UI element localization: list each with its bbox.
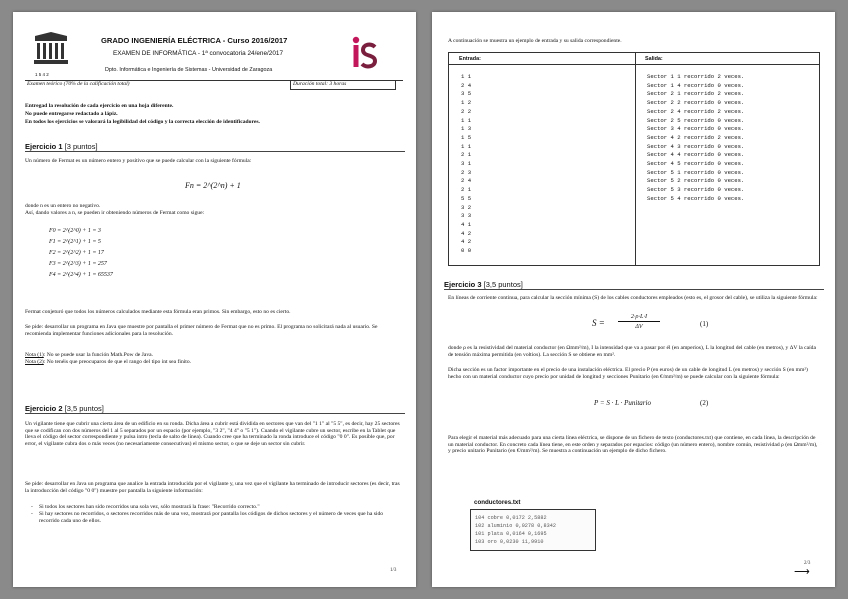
equation-1-number: (1): [700, 320, 709, 328]
output-line: Sector 4 3 recorrido 0 veces.: [647, 142, 745, 150]
input-line: 3 3: [461, 212, 472, 220]
page-number: 2/3: [804, 561, 811, 566]
input-line: 1 3: [461, 125, 472, 133]
output-line: Sector 3 4 recorrido 0 veces.: [647, 125, 745, 133]
input-line: 4 1: [461, 220, 472, 228]
exercise-1-heading: [25, 142, 405, 152]
output-line: Sector 2 5 recorrido 0 veces.: [647, 116, 745, 124]
input-line: 2 2: [461, 107, 472, 115]
exercise-2-task: Se pide: desarrollar en Java un programa que analice la entrada introducida por el vigilante y, una vez que el vigilante ha terminado de introducir sectores (es decir, tras la introducción del código "0 0") muestre por pantalla la siguiente información:: [25, 481, 400, 494]
file-line: 103 oro 0,0230 11,9910: [475, 539, 544, 545]
bullet-marker: -: [31, 511, 33, 517]
input-line: 1 1: [461, 73, 472, 80]
input-line: 1 5: [461, 133, 472, 141]
file-line: 101 plata 0,0164 0,1695: [475, 531, 547, 537]
output-line: Sector 4 5 recorrido 0 veces.: [647, 160, 745, 168]
output-line: Sector 5 2 recorrido 0 veces.: [647, 177, 745, 185]
input-line: 2 1: [461, 186, 472, 194]
fraction-denominator: ΔV: [635, 323, 643, 330]
input-line: 3 1: [461, 160, 472, 168]
section-formula: [592, 318, 605, 328]
exercise-1-title: Ejercicio 1: [25, 142, 63, 151]
equation-2-number: (2): [700, 399, 709, 407]
instruction-3: En todos los ejercicios se valorará la legibilidad del código y la correcta elección de identificadores.: [25, 119, 260, 125]
exercise-3-price-text: Dicha sección es un factor importante en el precio de una instalación eléctrica. El precio P (en euros) de un cable de longitud L (en metros) y sección S (en mm²) hecho con un material conductor cuyo precio por unidad de longitud y secciones Punitario (en €/mm²/m) se puede calcular con la siguiente fórmula:: [448, 367, 808, 380]
input-line: 0 0: [461, 247, 472, 255]
exercise-1-where: donde n es un entero no negativo.: [25, 203, 101, 209]
input-line: 2 4: [461, 81, 472, 89]
exercise-1-points: [3 puntos]: [64, 142, 98, 151]
exercise-1-note-1: [25, 352, 403, 359]
university-logo: [31, 32, 71, 72]
exercise-3-file-text: Para elegir el material más adecuado para una cierta línea eléctrica, se dispone de un fichero de texto (conductores.txt) que contiene, en cada línea, la descripción de un material conductor. En concreto cada línea tiene, en este orden y separados por espacios: código (un número entero), nombre común, resistividad ρ (en Ωmm²/m), y precio unitario Punitario (en €/mm²/m). Se muestra a continuación un ejemplo de dicho fichero.: [448, 435, 818, 455]
note-1-text: : No se puede usar la función Math.Pow de Java.: [43, 352, 154, 358]
exercise-3-points: [3,5 puntos]: [483, 280, 523, 289]
exercise-2-description: Un vigilante tiene que cubrir una cierta área de un edificio en su ronda. Dicha área a cubrir está dividida en sectores que van del "1 1" al "5 5", es decir, hay 25 sectores que se codifican con dos números del 1 al 5 separados por un espacio (por ejemplo, "3 2", "4 4" o "5 1"). Cuando el vigilante cubre un sector, escribe en la Tablet que lleva el código del sector correspondiente y pulsa intro (tecla de salto de línea). Cuando cree que ha terminado la ronda introduce el código "0 0". Es posible que, por error, el vigilante cubra dos o más veces (no necesariamente consecutivas) el mismo sector, o que se deje un sector sin cubrir.: [25, 421, 400, 447]
bullet-2-text: Si hay sectores no recorridos, o sectores recorridos más de una vez, mostrará por pantalla los códigos de dichos sectores y el número de veces que ha sido recorrido cada uno de ellos.: [39, 511, 384, 524]
exercise-1-task: Se pide: desarrollar un programa en Java que muestre por pantalla el primer número de Fermat que no es primo. El programa no solicitará nada al usuario. Se recomienda implementar funciones adicionales para la resolución.: [25, 324, 378, 337]
logo-year: 1 5 4 2: [35, 72, 49, 77]
fermat-list-item: F2 = 2^(2^2) + 1 = 17: [49, 250, 104, 256]
file-title: conductores.txt: [474, 499, 521, 506]
output-line: Sector 5 1 recorrido 0 veces.: [647, 168, 745, 176]
instruction-2: No puede entregarse redactado a lápiz.: [25, 111, 118, 117]
output-column-header: Salida:: [645, 56, 663, 62]
exam-duration: Duración total: 3 horas: [293, 81, 347, 87]
fraction-numerator: 2·ρ·L·I: [618, 313, 660, 322]
exercise-3-definitions: donde ρ es la resistividad del material conductor (en Ωmm²/m), I la intensidad que va a pasar por él (en amperios), L la longitud del cable (en metros), y ΔV la caída de tensión máxima permitida (en voltios). La sección S se obtiene en mm².: [448, 345, 816, 358]
file-example-box: [470, 509, 596, 551]
file-lines: [475, 514, 556, 546]
exercise-3-title: Ejercicio 3: [444, 280, 482, 289]
section-formula-fraction: [618, 313, 660, 330]
input-line: 2 1: [461, 151, 472, 159]
price-formula: P = S · L · Punitario: [594, 399, 651, 407]
bullet-1-text: Si todos los sectores han sido recorridos una sola vez, sólo mostrará la frase: "Recorrido correcto.": [39, 504, 260, 510]
exercise-2-heading: [25, 404, 405, 414]
file-line: 102 aluminio 0,0278 0,8342: [475, 523, 556, 529]
header-subtitle: EXAMEN DE INFORMÁTICA - 1ª convocatoria 24/ene/2017: [113, 50, 284, 57]
department-logo: [349, 35, 379, 73]
fermat-list-item: F4 = 2^(2^4) + 1 = 65537: [49, 272, 113, 278]
header-department: Dpto. Informática e Ingeniería de Sistemas - Universidad de Zaragoza: [105, 67, 273, 73]
exercise-1-intro: Un número de Fermat es un número entero y positivo que se puede calcular con la siguiente fórmula:: [25, 158, 252, 164]
fermat-list: [49, 226, 113, 281]
note-1-label: Nota (1): [25, 352, 44, 358]
exercise-1-conjecture: Fermat conjeturó que todos los números calculados mediante esta fórmula eran primos. Sin embargo, esto no es cierto.: [25, 309, 291, 315]
fermat-list-item: F0 = 2^(2^0) + 1 = 3: [49, 228, 101, 234]
output-line: Sector 1 4 recorrido 0 veces.: [647, 81, 745, 89]
output-line: Sector 2 4 recorrido 2 veces.: [647, 107, 745, 115]
exam-page-1: [13, 12, 416, 587]
output-line: Sector 5 4 recorrido 0 veces.: [647, 194, 745, 202]
example-table: [448, 52, 820, 266]
input-line: 1 1: [461, 142, 472, 150]
example-intro: A continuación se muestra un ejemplo de entrada y su salida correspondiente.: [448, 38, 622, 44]
output-line: Sector 4 2 recorrido 2 veces.: [647, 133, 745, 141]
input-line: 3 5: [461, 90, 472, 98]
output-line: Sector 2 2 recorrido 0 veces.: [647, 99, 745, 107]
fermat-list-item: F3 = 2^(2^3) + 1 = 257: [49, 261, 107, 267]
exercise-2-points: [3,5 puntos]: [64, 404, 104, 413]
note-2-text: : No tenéis que preocuparos de que el rango del tipo int sea finito.: [43, 359, 192, 365]
input-line: 1 2: [461, 99, 472, 107]
next-page-arrow-icon: ⟶: [794, 566, 810, 578]
exercise-2-bullet-1: [31, 504, 403, 511]
fermat-list-item: F1 = 2^(2^1) + 1 = 5: [49, 239, 101, 245]
input-line: 1 1: [461, 116, 472, 124]
exercise-3-heading: [444, 280, 824, 290]
input-line: 4 2: [461, 229, 472, 237]
input-line: 4 2: [461, 238, 472, 246]
exercise-3-intro: En líneas de corriente continua, para calcular la sección mínima (S) de los cables conductores empleados (esto es, el grosor del cable), se utiliza la siguiente fórmula:: [448, 295, 818, 301]
input-line: 5 5: [461, 194, 472, 202]
input-line: 2 3: [461, 168, 472, 176]
output-line: Sector 2 1 recorrido 2 veces.: [647, 90, 745, 98]
exercise-1-note-2: [25, 359, 403, 366]
exercise-2-bullet-2: [31, 511, 403, 524]
instruction-1: Entregad la resolución de cada ejercicio en una hoja diferente.: [25, 103, 174, 109]
fermat-formula: [185, 181, 241, 190]
output-line: Sector 5 3 recorrido 0 veces.: [647, 186, 745, 194]
bullet-marker: -: [31, 504, 33, 510]
input-list: [461, 73, 471, 256]
input-line: 2 4: [461, 177, 472, 185]
header-title: GRADO INGENIERÍA ELÉCTRICA - Curso 2016/2017: [101, 36, 288, 45]
page-number: 1/3: [390, 568, 397, 573]
output-line: Sector 4 4 recorrido 0 veces.: [647, 151, 745, 159]
exercise-1-so: Así, dando valores a n, se pueden ir obteniendo números de Fermat como sigue:: [25, 210, 205, 216]
exam-theory-weight: Examen teórico (70% de la calificación total): [27, 81, 130, 87]
note-2-label: Nota (2): [25, 359, 44, 365]
output-list: [647, 73, 744, 204]
output-line: Sector 1 1 recorrido 2 veces.: [647, 73, 745, 80]
input-column-header: Entrada:: [459, 56, 481, 62]
exam-page-2: [432, 12, 835, 587]
exercise-2-title: Ejercicio 2: [25, 404, 63, 413]
input-line: 3 2: [461, 203, 472, 211]
file-line: 104 cobre 0,0172 2,5882: [475, 515, 547, 521]
section-formula-lhs: S =: [592, 318, 605, 328]
fermat-formula-text: Fn = 2^(2^n) + 1: [185, 181, 241, 190]
